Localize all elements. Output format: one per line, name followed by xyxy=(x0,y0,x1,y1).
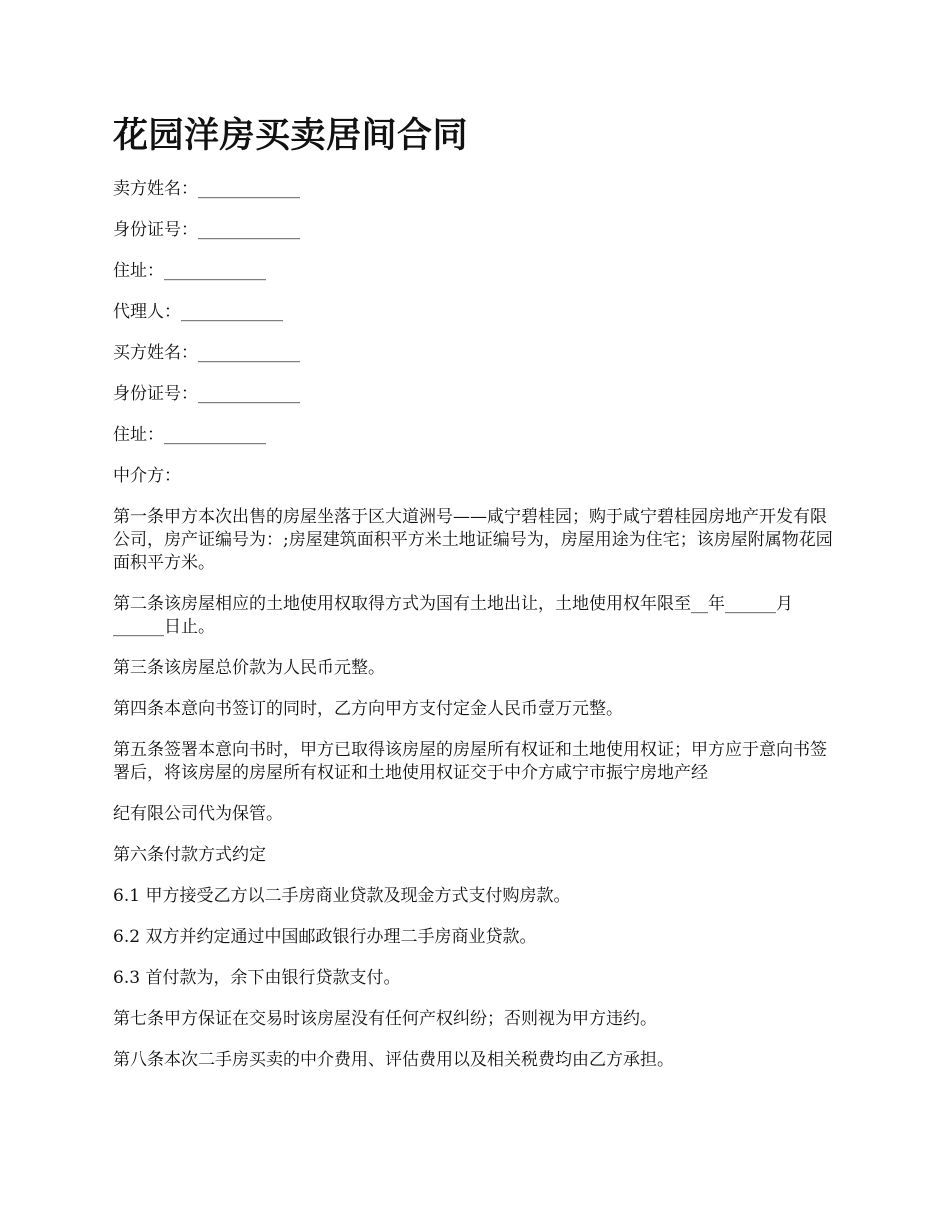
contract-page xyxy=(113,112,843,1090)
seller-address-field: 住址：____________ xyxy=(113,261,266,281)
clause-4: 第四条本意向书签订的同时，乙方向甲方支付定金人民币壹万元整。 xyxy=(113,699,623,719)
clause-7: 第七条甲方保证在交易时该房屋没有任何产权纠纷；否则视为甲方违约。 xyxy=(113,1009,657,1029)
clause-1: 第一条甲方本次出售的房屋坐落于区大道洲号——咸宁碧桂园；购于咸宁碧桂园房地产开发有限公司，房产证编号为：;房屋建筑面积平方米土地证编号为，房屋用途为住宅；该房屋附属物花园面积平方米。 xyxy=(113,507,833,573)
document-title: 花园洋房买卖居间合同 xyxy=(113,115,469,156)
clause-5-continued: 纪有限公司代为保管。 xyxy=(113,804,283,824)
clause-5: 第五条签署本意向书时，甲方已取得该房屋的房屋所有权证和土地使用权证；甲方应于意向书签署后，将该房屋的房屋所有权证和土地使用权证交于中介方咸宁市振宁房地产经 xyxy=(113,740,827,783)
clause-6: 第六条付款方式约定 xyxy=(113,845,266,865)
buyer-id-field: 身份证号：____________ xyxy=(113,384,300,404)
clause-6-3: 6.3 首付款为，余下由银行贷款支付。 xyxy=(113,968,401,988)
seller-name-field: 卖方姓名：____________ xyxy=(113,179,300,199)
clause-6-2: 6.2 双方并约定通过中国邮政银行办理二手房商业贷款。 xyxy=(113,927,537,947)
agent-field: 代理人：____________ xyxy=(113,302,283,322)
seller-id-field: 身份证号：____________ xyxy=(113,220,300,240)
clause-3: 第三条该房屋总价款为人民币元整。 xyxy=(113,658,385,678)
intermediary-field: 中介方： xyxy=(113,466,181,486)
buyer-name-field: 买方姓名：____________ xyxy=(113,343,300,363)
clause-6-1: 6.1 甲方接受乙方以二手房商业贷款及现金方式支付购房款。 xyxy=(113,886,571,906)
clause-2: 第二条该房屋相应的土地使用权取得方式为国有土地出让，土地使用权年限至__年______月______日止。 xyxy=(113,594,793,637)
clause-8: 第八条本次二手房买卖的中介费用、评估费用以及相关税费均由乙方承担。 xyxy=(113,1050,674,1070)
buyer-address-field: 住址：____________ xyxy=(113,425,266,445)
